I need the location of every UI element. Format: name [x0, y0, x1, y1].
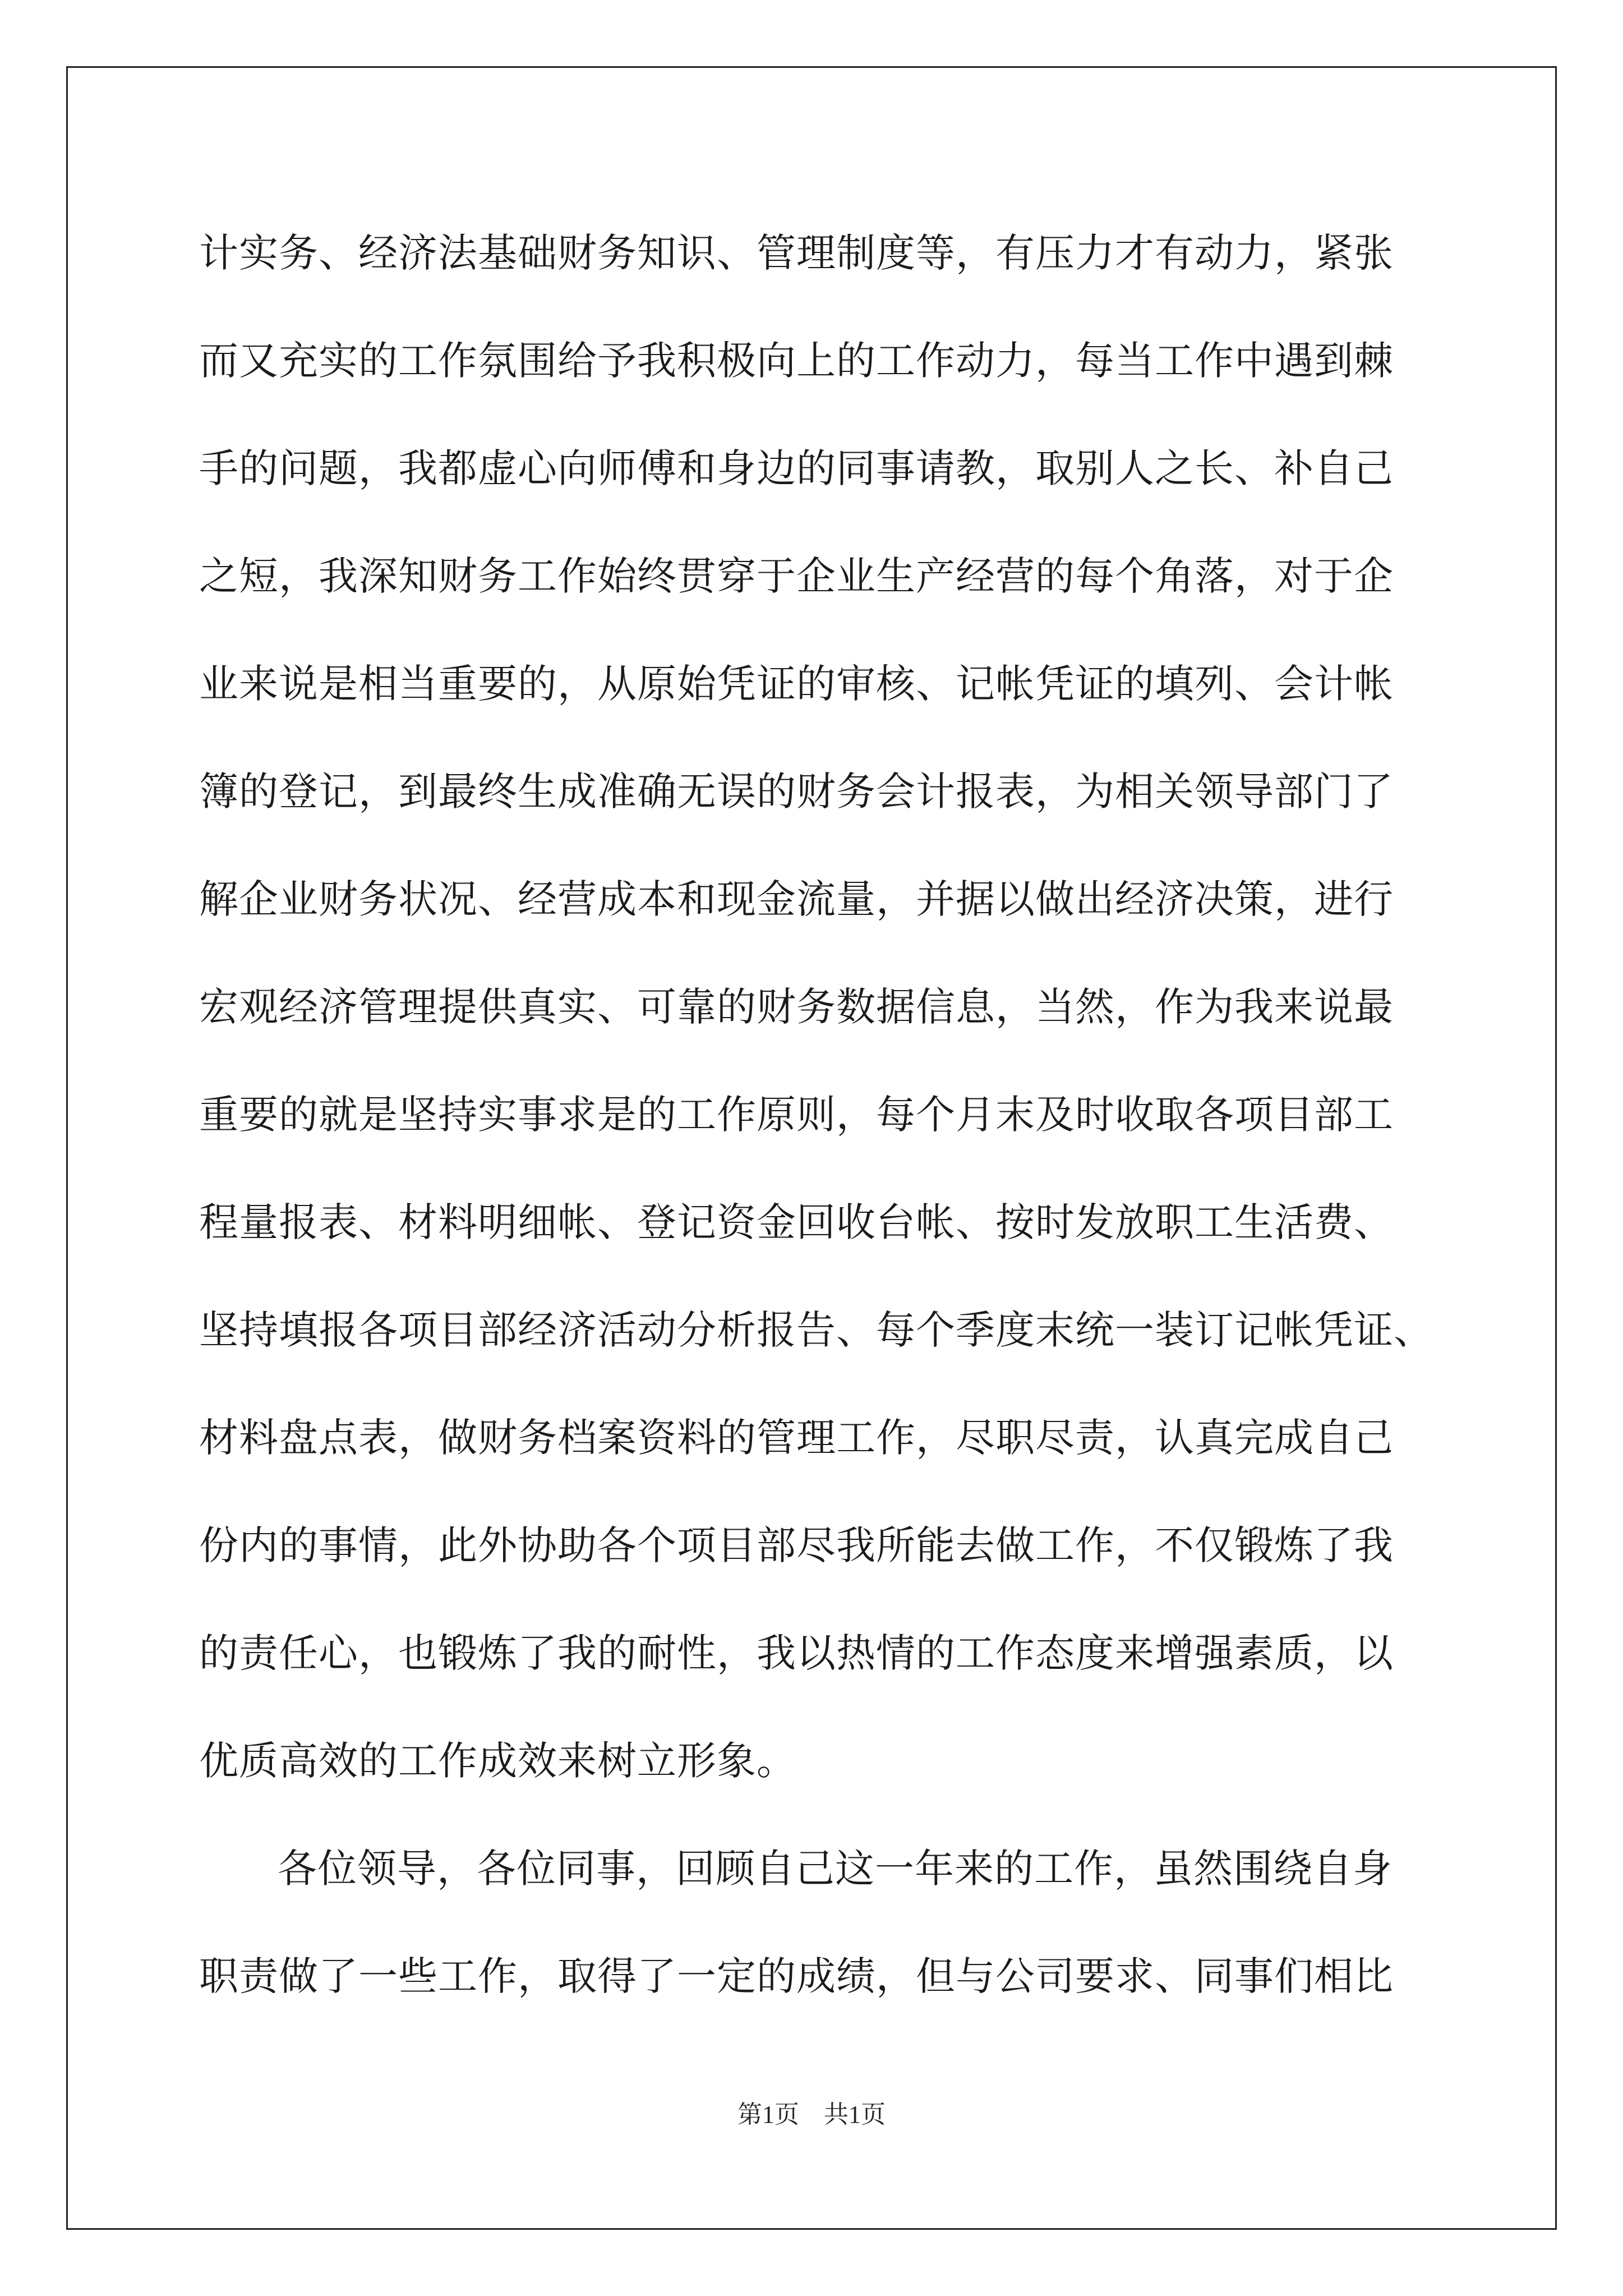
text-line: 之短，我深知财务工作始终贯穿于企业生产经营的每个角落，对于企 — [199, 553, 1394, 599]
text-line: 份内的事情，此外协助各个项目部尽我所能去做工作，不仅锻炼了我 — [199, 1522, 1394, 1568]
text-line: 坚持填报各项目部经济活动分析报告、每个季度末统一装订记帐凭证、 — [199, 1307, 1433, 1353]
text-line: 业来说是相当重要的，从原始凭证的审核、记帐凭证的填列、会计帐 — [199, 661, 1394, 707]
text-line: 职责做了一些工作，取得了一定的成绩，但与公司要求、同事们相比 — [199, 1953, 1394, 1999]
text-line: 的责任心，也锻炼了我的耐性，我以热情的工作态度来增强素质，以 — [199, 1630, 1394, 1676]
text-line: 手的问题，我都虚心向师傅和身边的同事请教，取别人之长、补自己 — [199, 445, 1394, 491]
text-line: 优质高效的工作成效来树立形象。 — [199, 1738, 796, 1784]
text-line: 计实务、经济法基础财务知识、管理制度等，有压力才有动力，紧张 — [199, 230, 1394, 276]
text-line: 程量报表、材料明细帐、登记资金回收台帐、按时发放职工生活费、 — [199, 1199, 1394, 1245]
text-line: 解企业财务状况、经营成本和现金流量，并据以做出经济决策，进行 — [199, 876, 1394, 922]
text-line: 重要的就是坚持实事求是的工作原则，每个月末及时收取各项目部工 — [199, 1092, 1394, 1138]
text-line: 材料盘点表，做财务档案资料的管理工作，尽职尽责，认真完成自己 — [199, 1415, 1394, 1461]
document-body — [199, 199, 1433, 2030]
page-number-footer: 第1页 共1页 — [737, 2101, 886, 2128]
text-line: 宏观经济管理提供真实、可靠的财务数据信息，当然，作为我来说最 — [199, 984, 1394, 1030]
text-line: 簿的登记，到最终生成准确无误的财务会计报表，为相关领导部门了 — [199, 769, 1394, 815]
text-line: 而又充实的工作氛围给予我积极向上的工作动力，每当工作中遇到棘 — [199, 338, 1394, 384]
paragraph-first-line: 各位领导，各位同事，回顾自己这一年来的工作，虽然围绕自身 — [278, 1846, 1393, 1892]
